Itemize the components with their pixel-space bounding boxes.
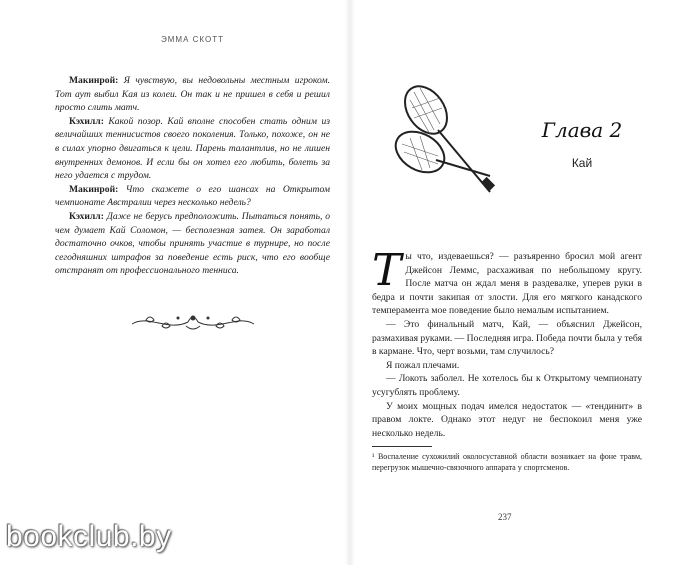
floral-ornament-icon: [128, 308, 258, 334]
tennis-racquets-icon: [392, 80, 502, 200]
left-page-text: [55, 74, 330, 278]
dialogue-text: Что скажете о его шансах на Открытом чемпионате Австралии через несколько недель?: [55, 183, 330, 209]
body-paragraph: — Локоть заболел. Не хотелось бы к Открытому чемпионату усугублять проблему.: [372, 373, 642, 398]
left-page: [55, 30, 330, 334]
page-gutter: [345, 0, 355, 565]
speaker-label: Макинрой:: [69, 183, 119, 195]
dialogue-text: Даже не берусь предположить. Пытаться понять, о чем думает Кай Соломон, — бесполезная затея. Он заработал достаточно очков, чтобы принять участие в турнире, но после сегодняшних штрафов за поведение есть риск, что его вообще отстранят от профессионального тенниса.: [55, 210, 330, 277]
dialogue-paragraph: [55, 210, 330, 278]
dialogue-paragraph: [55, 115, 330, 183]
drop-cap: Т: [372, 245, 402, 296]
running-head: ЭММА СКОТТ: [161, 35, 224, 44]
dialogue-paragraph: [55, 74, 330, 115]
chapter-title: Глава 2: [541, 118, 623, 142]
dialogue-text: Какой позор. Кай вполне способен стать одним из величайших теннисистов своего поколения. Только, похоже, он не в силах упорно двигаться к цели. Парень талантлив, но не лишен внутренних демонов. И если бы он хотел его любить, болеть за него удается с трудом.: [55, 115, 330, 182]
speaker-label: Кэхилл:: [69, 210, 104, 222]
speaker-label: Макинрой:: [69, 75, 119, 86]
opening-text: ы что, издеваешься? — разъяренно бросил мой агент Джейсон Леммс, расхаживая по небольшому кругу. После матча он ждал меня в раздевалке, уперев руки в бедра и почти закипая от злости. Для его мягкого канадского темперамента мое поведение было немалым испытанием.: [372, 251, 642, 317]
chapter-name: Кай: [571, 156, 593, 170]
opening-paragraph: [372, 245, 642, 318]
right-page: [372, 30, 642, 473]
dialogue-text: Я чувствую, вы недовольны местным игроком. Тот аут выбил Кая из колеи. Он так и не пришел в себя и решил просто слить матч.: [55, 75, 330, 114]
body-paragraph: У моих мощных подач имелся недостаток — «тендинит» в правом локте. Однако этот недуг не беспокоил меня уже несколько недель.: [372, 400, 642, 439]
chapter-heading: [372, 30, 642, 210]
footnote: ¹ Воспаление сухожилий околосуставной области возникает на фоне травм, перегрузок мышечно-связочного аппарата у спортсменов.: [372, 452, 642, 473]
speaker-label: Кэхилл:: [69, 115, 104, 127]
body-paragraph: Я пожал плечами.: [386, 359, 460, 371]
watermark: bookclub.by: [6, 520, 172, 553]
body-paragraph: — Это финальный матч, Кай, — объяснил Джейсон, размахивая руками. — Последняя игра. Победа почти была у тебя в кармане. Что, черт возьми, там случилось?: [372, 318, 642, 358]
dialogue-paragraph: [55, 183, 330, 210]
right-page-text: [372, 245, 642, 440]
footnote-rule: [372, 446, 432, 447]
page-number: 237: [498, 512, 512, 522]
